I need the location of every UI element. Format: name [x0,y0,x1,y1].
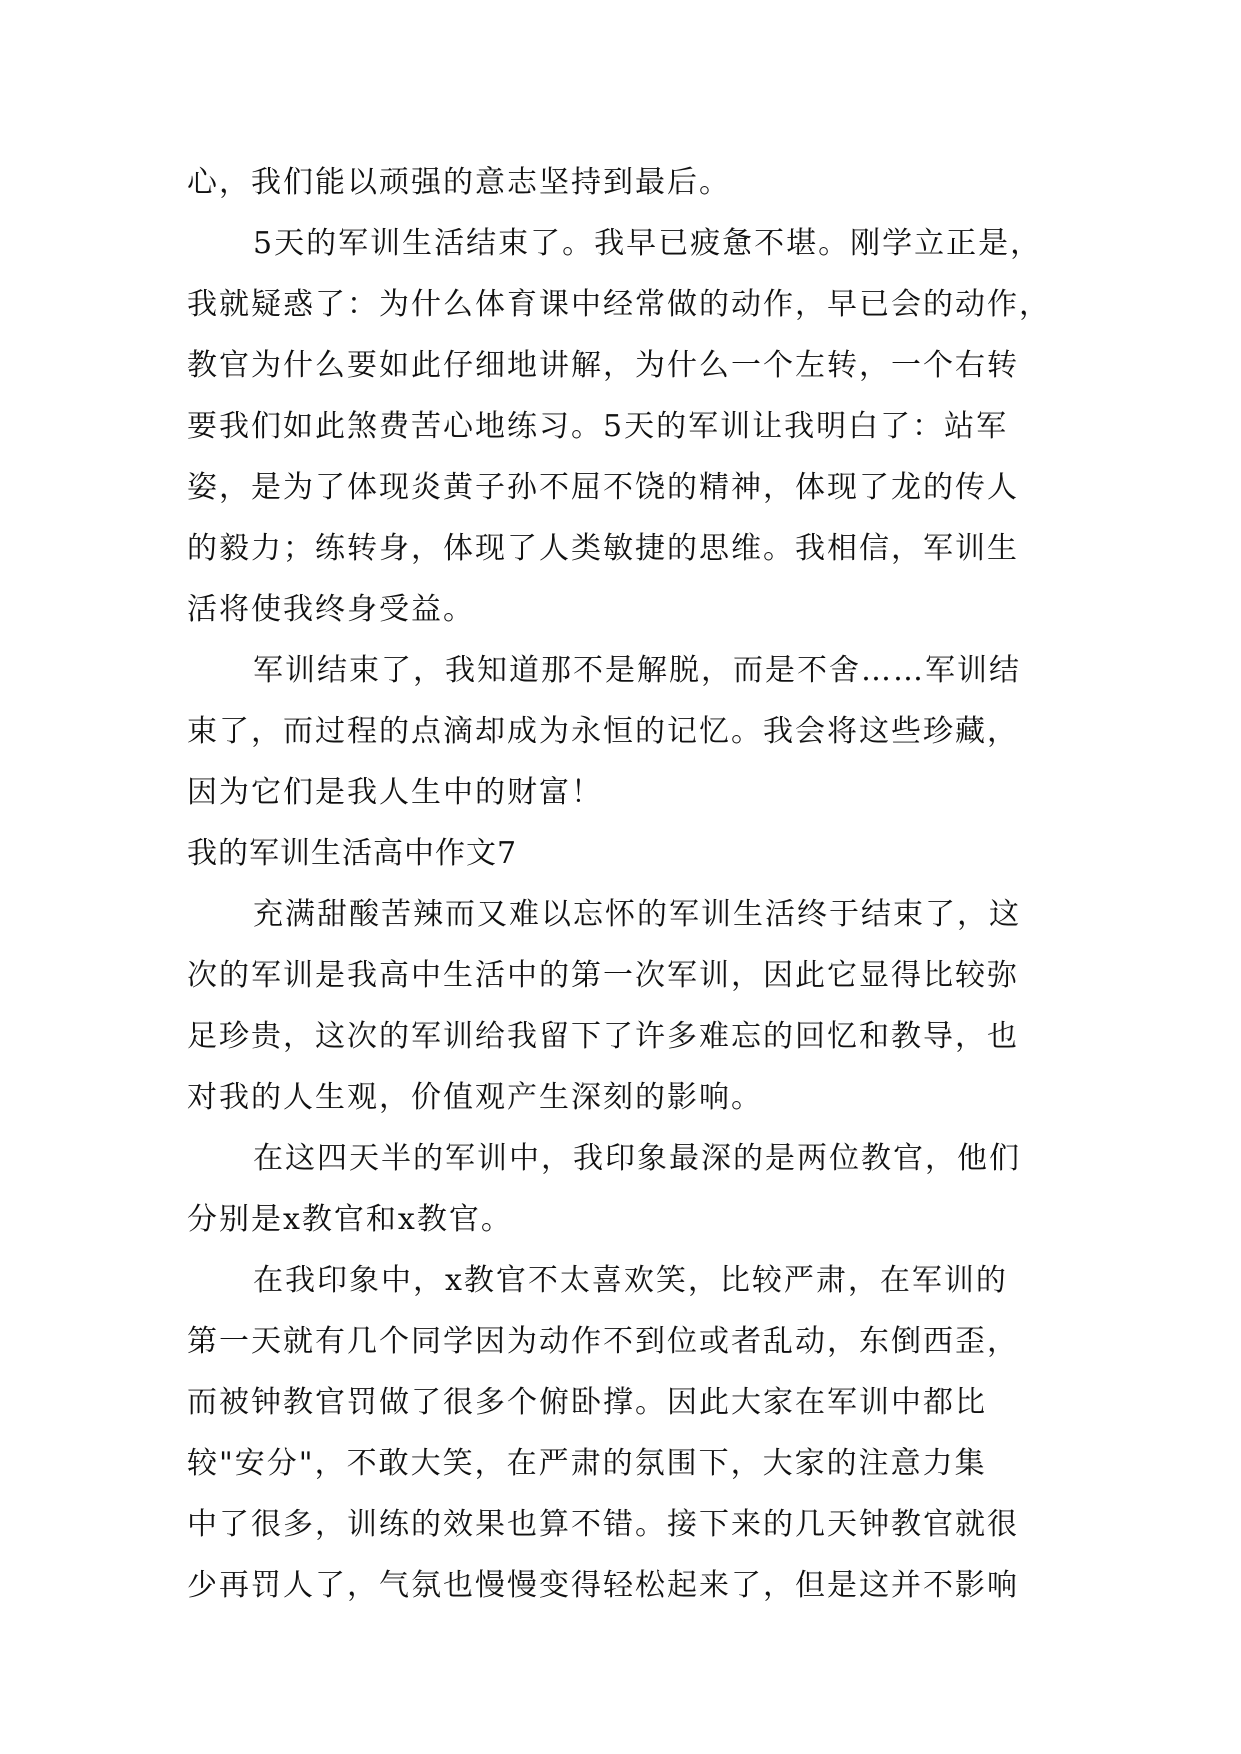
paragraph-line: 心，我们能以顽强的意志坚持到最后。 [187,165,731,200]
paragraph-line: 而被钟教官罚做了很多个俯卧撑。因此大家在军训中都比 [187,1385,987,1420]
paragraph-line: 要我们如此煞费苦心地练习。5天的军训让我明白了：站军 [187,409,1009,444]
paragraph-line: 在这四天半的军训中，我印象最深的是两位教官，他们 [253,1141,1021,1176]
paragraph-line: 的毅力；练转身，体现了人类敏捷的思维。我相信，军训生 [187,531,1019,566]
paragraph-line: 中了很多，训练的效果也算不错。接下来的几天钟教官就很 [187,1507,1019,1542]
paragraph-line: 少再罚人了，气氛也慢慢变得轻松起来了，但是这并不影响 [187,1568,1019,1603]
paragraph-line: 束了，而过程的点滴却成为永恒的记忆。我会将这些珍藏， [187,714,1019,749]
paragraph-line: 教官为什么要如此仔细地讲解，为什么一个左转，一个右转 [187,348,1019,383]
paragraph-line: 因为它们是我人生中的财富！ [187,775,603,810]
paragraph-line: 第一天就有几个同学因为动作不到位或者乱动，东倒西歪， [187,1324,1019,1359]
section-heading: 我的军训生活高中作文7 [187,836,518,871]
paragraph-line: 充满甜酸苦辣而又难以忘怀的军训生活终于结束了，这 [253,897,1021,932]
paragraph-line: 军训结束了，我知道那不是解脱，而是不舍……军训结 [253,653,1021,688]
paragraph-line: 在我印象中，x教官不太喜欢笑，比较严肃，在军训的 [253,1263,1008,1298]
paragraph-line: 我就疑惑了：为什么体育课中经常做的动作，早已会的动作， [187,287,1051,322]
paragraph-line: 5天的军训生活结束了。我早已疲惫不堪。刚学立正是， [253,226,1043,261]
paragraph-line: 对我的人生观，价值观产生深刻的影响。 [187,1080,763,1115]
paragraph-line: 足珍贵，这次的军训给我留下了许多难忘的回忆和教导，也 [187,1019,1019,1054]
essay-body [187,152,1057,1616]
paragraph-line: 姿，是为了体现炎黄子孙不屈不饶的精神，体现了龙的传人 [187,470,1019,505]
paragraph-line: 活将使我终身受益。 [187,592,475,627]
paragraph-line: 次的军训是我高中生活中的第一次军训，因此它显得比较弥 [187,958,1019,993]
paragraph-line: 较"安分"，不敢大笑，在严肃的氛围下，大家的注意力集 [187,1446,987,1481]
paragraph-line: 分别是x教官和x教官。 [187,1202,513,1237]
